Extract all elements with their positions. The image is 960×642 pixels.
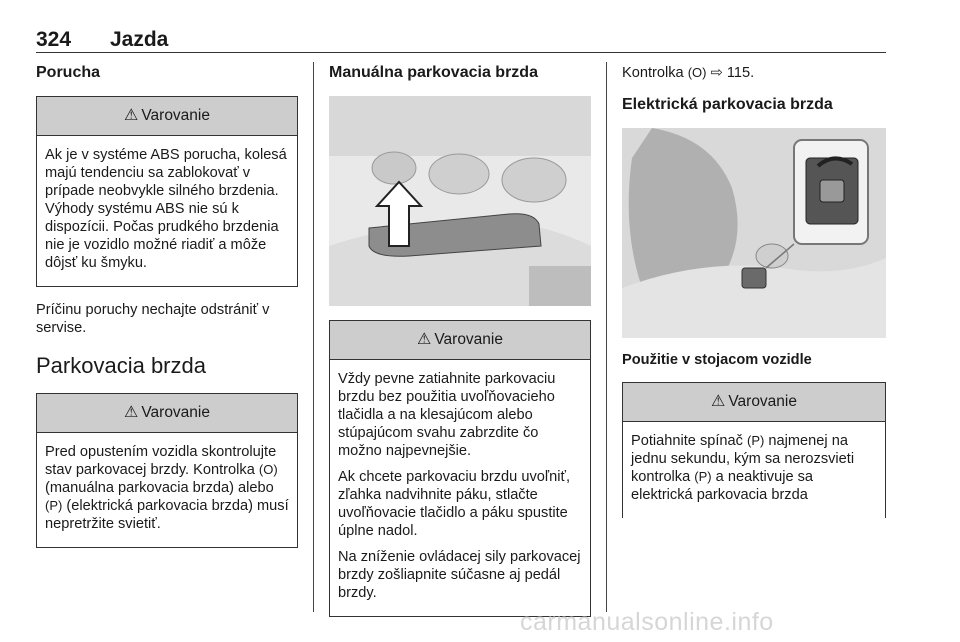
brake-lamp-icon: (O) xyxy=(687,65,707,80)
epb-symbol-icon: (P) xyxy=(45,498,63,513)
column-2 xyxy=(329,62,591,631)
warning-header xyxy=(330,321,590,360)
warning-box-abs xyxy=(36,96,298,287)
warning-body xyxy=(37,136,297,286)
subheading-stationary: Použitie v stojacom vozidle xyxy=(622,352,812,368)
warning-label: Varovanie xyxy=(141,404,210,421)
warning-body xyxy=(37,433,297,547)
failure-text: Príčinu poruchy nechajte odstrániť v servise. xyxy=(36,302,270,336)
indicator-reference: Kontrolka (O) ⇨ 115. xyxy=(622,65,755,81)
electric-brake-illustration xyxy=(622,128,886,338)
column-divider-2 xyxy=(606,62,607,612)
warning-triangle-icon: ⚠ xyxy=(711,393,726,410)
warning-header xyxy=(37,394,297,433)
electric-brake-photo xyxy=(622,128,886,338)
warning-text: Pred opustením vozidla skontrolujte stav parkovacej brzdy. Kontrolka (O) (manuálna parkovacia brzda) alebo (P) (elektrická parkovacia brzda) musí nepretržite svietiť. xyxy=(45,444,289,532)
heading-parking-brake: Parkovacia brzda xyxy=(36,353,206,378)
warning-paragraph-3: Na zníženie ovládacej sily parkovacej brzdy zošliapnite súčasne aj pedál brzdy. xyxy=(338,549,581,601)
warning-paragraph-2: Ak chcete parkovaciu brzdu uvoľniť, zľahka nadvihnite páku, stlačte uvoľňovacie tlačidlo a páku spustite úplne nadol. xyxy=(338,469,570,539)
manual-brake-illustration xyxy=(329,96,591,306)
warning-label: Varovanie xyxy=(141,107,210,124)
warning-triangle-icon: ⚠ xyxy=(417,331,432,348)
page-number: 324 xyxy=(36,28,72,51)
page-header xyxy=(36,22,886,54)
warning-header xyxy=(37,97,297,136)
warning-paragraph-1: Vždy pevne zatiahnite parkovaciu brzdu bez použitia uvoľňovacieho tlačidla a na klesajúcom alebo stúpajúcom svahu zabrzdite čo možno najpevnejšie. xyxy=(338,371,556,459)
warning-triangle-icon: ⚠ xyxy=(124,107,139,124)
watermark: carmanualsonline.info xyxy=(520,608,774,636)
warning-body xyxy=(623,422,885,518)
section-title: Jazda xyxy=(110,28,169,51)
header-rule xyxy=(36,52,886,53)
page-ref-arrow-icon: ⇨ xyxy=(710,65,723,81)
warning-text: Potiahnite spínač (P) najmenej na jednu sekundu, kým sa nerozsvieti kontrolka (P) a neaktivuje sa elektrická parkovacia brzda xyxy=(631,433,855,503)
brake-lamp-icon: (O) xyxy=(258,462,278,477)
heading-manual-brake: Manuálna parkovacia brzda xyxy=(329,64,538,81)
warning-header xyxy=(623,383,885,422)
heading-electric-brake: Elektrická parkovacia brzda xyxy=(622,96,833,113)
warning-box-manual xyxy=(329,320,591,617)
heading-failure: Porucha xyxy=(36,64,101,81)
warning-label: Varovanie xyxy=(434,331,503,348)
column-1 xyxy=(36,62,298,562)
epb-symbol-icon: (P) xyxy=(747,433,765,448)
warning-label: Varovanie xyxy=(728,393,797,410)
manual-brake-photo xyxy=(329,96,591,306)
epb-symbol-icon: (P) xyxy=(694,469,712,484)
warning-triangle-icon: ⚠ xyxy=(124,404,139,421)
column-3 xyxy=(622,62,886,532)
warning-box-electric xyxy=(622,382,886,518)
column-divider-1 xyxy=(313,62,314,612)
warning-text: Ak je v systéme ABS porucha, kolesá majú tendenciu sa zablokovať v prípade neobvykle silného brzdenia. Výhody systému ABS nie sú k dispozícii. Počas prudkého brzdenia nie je vozidlo možné riadiť a môže dôjsť ku šmyku. xyxy=(45,147,287,271)
warning-box-parking xyxy=(36,393,298,548)
warning-body xyxy=(330,360,590,616)
